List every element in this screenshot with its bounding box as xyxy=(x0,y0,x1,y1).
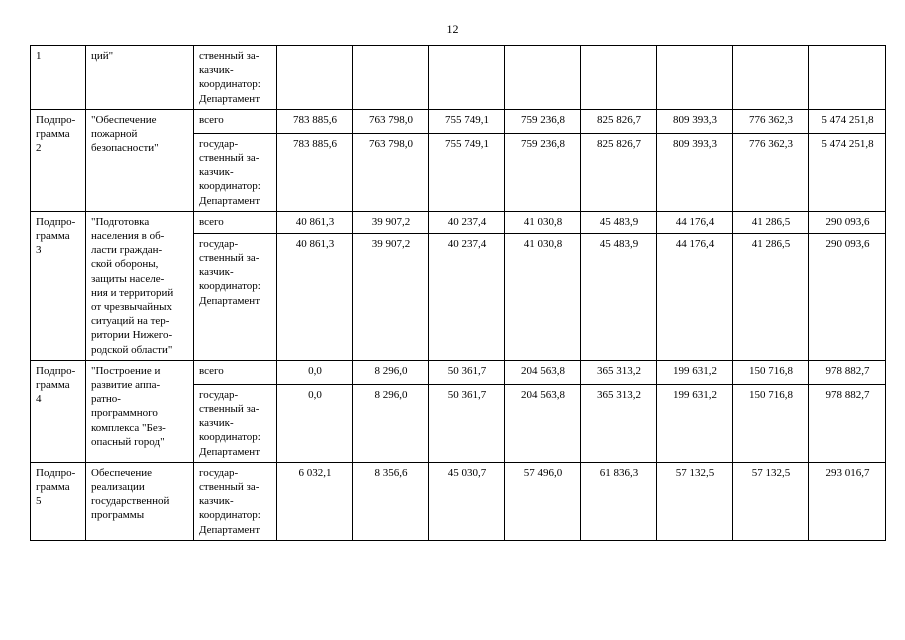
table-row xyxy=(31,211,886,233)
value-cell: 57 132,5 xyxy=(733,462,809,540)
value-cell: 763 798,0 xyxy=(353,109,429,133)
value-cell: 809 393,3 xyxy=(657,109,733,133)
value-cell xyxy=(581,46,657,110)
value-cell: 776 362,3 xyxy=(733,133,809,211)
value-cell: 50 361,7 xyxy=(429,360,505,384)
value-cell: 150 716,8 xyxy=(733,360,809,384)
value-cell: 809 393,3 xyxy=(657,133,733,211)
value-cell: 41 030,8 xyxy=(505,211,581,233)
value-cell: 8 356,6 xyxy=(353,462,429,540)
table-row xyxy=(31,462,886,540)
value-cell: 39 907,2 xyxy=(353,233,429,360)
value-cell: 290 093,6 xyxy=(809,211,886,233)
value-cell xyxy=(733,46,809,110)
value-cell: 783 885,6 xyxy=(277,109,353,133)
value-cell: 45 483,9 xyxy=(581,233,657,360)
value-cell: 290 093,6 xyxy=(809,233,886,360)
table-row xyxy=(31,46,886,110)
name-cell: "Построение и развитие аппа- ратно- программного комплекса "Без- опасный город" xyxy=(86,360,194,462)
program-cell: Подпро- грамма 5 xyxy=(31,462,86,540)
source-cell: ственный за- казчик- координатор: Департамент xyxy=(194,46,277,110)
value-cell: 41 286,5 xyxy=(733,211,809,233)
value-cell: 150 716,8 xyxy=(733,384,809,462)
program-cell: 1 xyxy=(31,46,86,110)
source-cell: всего xyxy=(194,109,277,133)
value-cell xyxy=(277,46,353,110)
name-cell: Обеспечение реализации государственной программы xyxy=(86,462,194,540)
value-cell: 6 032,1 xyxy=(277,462,353,540)
value-cell: 759 236,8 xyxy=(505,109,581,133)
program-cell: Подпро- грамма 3 xyxy=(31,211,86,360)
value-cell: 41 030,8 xyxy=(505,233,581,360)
value-cell: 45 030,7 xyxy=(429,462,505,540)
value-cell: 40 861,3 xyxy=(277,211,353,233)
value-cell: 5 474 251,8 xyxy=(809,133,886,211)
value-cell: 45 483,9 xyxy=(581,211,657,233)
source-cell: государ- ственный за- казчик- координатор: Департамент xyxy=(194,133,277,211)
source-cell: государ- ственный за- казчик- координатор: Департамент xyxy=(194,384,277,462)
table-row xyxy=(31,360,886,384)
value-cell: 365 313,2 xyxy=(581,384,657,462)
name-cell: "Обеспечение пожарной безопасности" xyxy=(86,109,194,211)
source-cell: государ- ственный за- казчик- координатор: Департамент xyxy=(194,233,277,360)
value-cell: 57 496,0 xyxy=(505,462,581,540)
value-cell: 199 631,2 xyxy=(657,384,733,462)
source-cell: всего xyxy=(194,211,277,233)
source-cell: всего xyxy=(194,360,277,384)
value-cell xyxy=(505,46,581,110)
program-cell: Подпро- грамма 4 xyxy=(31,360,86,462)
value-cell: 783 885,6 xyxy=(277,133,353,211)
value-cell: 0,0 xyxy=(277,360,353,384)
value-cell xyxy=(657,46,733,110)
value-cell xyxy=(353,46,429,110)
value-cell: 776 362,3 xyxy=(733,109,809,133)
value-cell: 365 313,2 xyxy=(581,360,657,384)
value-cell: 759 236,8 xyxy=(505,133,581,211)
value-cell: 40 237,4 xyxy=(429,233,505,360)
value-cell: 50 361,7 xyxy=(429,384,505,462)
value-cell: 41 286,5 xyxy=(733,233,809,360)
value-cell: 44 176,4 xyxy=(657,211,733,233)
value-cell: 204 563,8 xyxy=(505,384,581,462)
value-cell: 755 749,1 xyxy=(429,109,505,133)
name-cell: "Подготовка населения в об- ласти граждан- ской обороны, защиты населе- ния и территорий от чрезвычайных ситуаций на тер- ритории Нижего- родской области" xyxy=(86,211,194,360)
name-cell: ций" xyxy=(86,46,194,110)
value-cell: 0,0 xyxy=(277,384,353,462)
table-row xyxy=(31,109,886,133)
value-cell: 8 296,0 xyxy=(353,360,429,384)
budget-table xyxy=(30,45,886,541)
value-cell: 199 631,2 xyxy=(657,360,733,384)
value-cell: 825 826,7 xyxy=(581,109,657,133)
value-cell: 978 882,7 xyxy=(809,384,886,462)
value-cell: 39 907,2 xyxy=(353,211,429,233)
value-cell: 40 861,3 xyxy=(277,233,353,360)
value-cell xyxy=(429,46,505,110)
value-cell: 763 798,0 xyxy=(353,133,429,211)
value-cell: 978 882,7 xyxy=(809,360,886,384)
value-cell: 204 563,8 xyxy=(505,360,581,384)
page-number: 12 xyxy=(446,22,459,36)
value-cell: 8 296,0 xyxy=(353,384,429,462)
value-cell: 5 474 251,8 xyxy=(809,109,886,133)
value-cell: 293 016,7 xyxy=(809,462,886,540)
value-cell: 57 132,5 xyxy=(657,462,733,540)
source-cell: государ- ственный за- казчик- координатор: Департамент xyxy=(194,462,277,540)
program-cell: Подпро- грамма 2 xyxy=(31,109,86,211)
value-cell: 44 176,4 xyxy=(657,233,733,360)
value-cell: 61 836,3 xyxy=(581,462,657,540)
value-cell: 755 749,1 xyxy=(429,133,505,211)
value-cell xyxy=(809,46,886,110)
value-cell: 40 237,4 xyxy=(429,211,505,233)
value-cell: 825 826,7 xyxy=(581,133,657,211)
